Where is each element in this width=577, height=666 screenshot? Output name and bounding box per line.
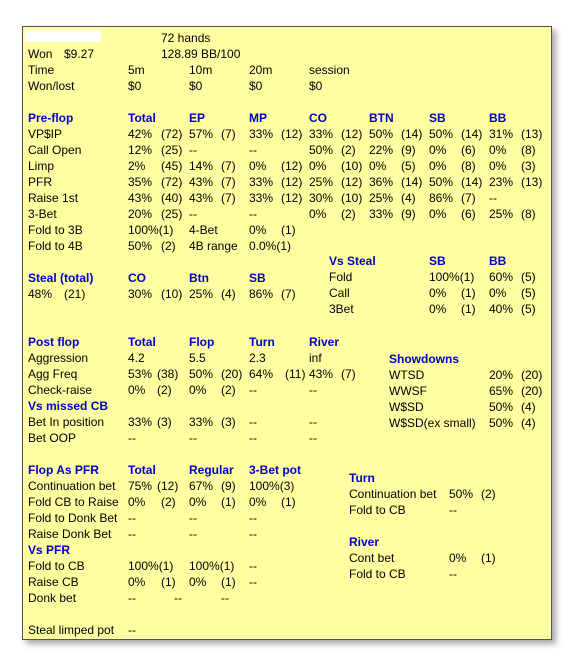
- turn-title: Turn: [349, 471, 375, 485]
- time-label: Time: [28, 63, 55, 77]
- turn-fold-cb-label: Fold to CB: [349, 503, 406, 517]
- vs-pfr-donk-label: Donk bet: [28, 591, 77, 605]
- vs-steal-3bet-sb: 0%: [429, 302, 447, 316]
- steal-limped-label: Steal limped pot: [28, 623, 115, 637]
- preflop-col-co: CO: [309, 111, 327, 125]
- preflop-row-label: Call Open: [28, 143, 82, 157]
- preflop-cell-count: (9): [401, 143, 416, 157]
- preflop-cell-value: --: [189, 207, 197, 221]
- vs-steal-fold-label: Fold: [329, 270, 353, 284]
- preflop-cell-value: 31%: [489, 127, 514, 141]
- contbet-total: 75%: [128, 479, 153, 493]
- preflop-title: Pre-flop: [28, 111, 74, 125]
- vs-pfr-title: Vs PFR: [28, 543, 71, 557]
- preflop-col-bb: BB: [489, 111, 507, 125]
- preflop-cell-value: 25%: [369, 191, 394, 205]
- postflop-cell-value: 33%: [128, 415, 153, 429]
- fold-cb-raise-total-n: (2): [161, 495, 176, 509]
- steal-limped-value: --: [128, 623, 136, 637]
- postflop-col-river: River: [309, 335, 340, 349]
- steal-sb: 86%: [249, 287, 274, 301]
- vs-pfr-raise-cb-regular-n: (1): [221, 575, 236, 589]
- vs-pfr-fold-cb-3bet: --: [249, 559, 257, 573]
- vs-steal-3bet-label: 3Bet: [329, 302, 354, 316]
- aggression-turn: 2.3: [249, 351, 266, 365]
- preflop-cell-value: --: [189, 143, 197, 157]
- raise-donk-3bet: --: [249, 527, 257, 541]
- aggression-total: 4.2: [128, 351, 145, 365]
- preflop-cell-count: (7): [221, 127, 236, 141]
- time-10m: 10m: [189, 63, 213, 77]
- preflop-cell-count: (45): [161, 159, 183, 173]
- preflop-col-ep: EP: [189, 111, 206, 125]
- fold-cb-raise-label: Fold CB to Raise: [28, 495, 119, 509]
- preflop-cell-value: 33%: [249, 191, 274, 205]
- preflop-cell-count: (2): [341, 207, 356, 221]
- postflop-cell-value: 64%: [249, 367, 274, 381]
- steal-sb-n: (7): [281, 287, 296, 301]
- wwsf-label: WWSF: [389, 384, 427, 398]
- preflop-cell-count: (12): [281, 159, 303, 173]
- contbet-3bet: 100%(3): [249, 479, 295, 493]
- preflop-cell-count: (7): [221, 175, 236, 189]
- river-contbet-value: 0%: [449, 551, 467, 565]
- preflop-cell-value: 86%: [429, 191, 454, 205]
- preflop-cell-value: 2%: [128, 159, 146, 173]
- fourbet-label: 4-Bet: [189, 223, 218, 237]
- preflop-cell-count: (72): [161, 127, 183, 141]
- time-20m: 20m: [249, 63, 273, 77]
- preflop-cell-count: (6): [461, 143, 476, 157]
- preflop-cell-value: 36%: [369, 175, 394, 189]
- turn-contbet-value: 50%: [449, 487, 474, 501]
- steal-co-n: (10): [161, 287, 183, 301]
- preflop-col-total: Total: [128, 111, 156, 125]
- river-fold-cb-label: Fold to CB: [349, 567, 406, 581]
- wsd-ex-small-count: (4): [521, 416, 536, 430]
- fold-cb-raise-regular-n: (1): [221, 495, 236, 509]
- wsd-count: (4): [521, 400, 536, 414]
- steal-btn: 25%: [189, 287, 214, 301]
- preflop-row-label: Raise 1st: [28, 191, 79, 205]
- steal-col-sb: SB: [249, 271, 266, 285]
- raise-donk-regular: --: [189, 527, 197, 541]
- preflop-cell-count: (12): [281, 127, 303, 141]
- preflop-cell-value: 50%: [429, 175, 454, 189]
- preflop-cell-value: 50%: [429, 127, 454, 141]
- turn-contbet-label: Continuation bet: [349, 487, 437, 501]
- vs-steal-col-sb: SB: [429, 254, 446, 268]
- flop-pfr-col-total: Total: [128, 463, 156, 477]
- steal-title: Steal (total): [28, 271, 94, 285]
- preflop-cell-value: 43%: [189, 175, 214, 189]
- postflop-cell-value: 43%: [309, 367, 334, 381]
- preflop-cell-value: 0%: [369, 159, 387, 173]
- won-value: $9.27: [64, 47, 95, 61]
- vs-pfr-fold-cb-regular: 100%(1): [189, 559, 235, 573]
- stats-panel: [22, 26, 552, 640]
- river-fold-cb-value: --: [449, 567, 457, 581]
- preflop-cell-count: (5): [401, 159, 416, 173]
- turn-contbet-count: (2): [481, 487, 496, 501]
- fold-4b-label: Fold to 4B: [28, 239, 83, 253]
- fourbet-range-label: 4B range: [189, 239, 238, 253]
- postflop-cell-value: --: [249, 383, 257, 397]
- wsd-value: 50%: [489, 400, 514, 414]
- postflop-col-total: Total: [128, 335, 156, 349]
- turn-fold-cb-value: --: [449, 503, 457, 517]
- preflop-cell-value: 20%: [128, 207, 153, 221]
- fold-donk-total: --: [128, 511, 136, 525]
- preflop-cell-count: (9): [401, 207, 416, 221]
- preflop-cell-count: (12): [341, 127, 363, 141]
- preflop-col-sb: SB: [429, 111, 446, 125]
- preflop-cell-value: --: [249, 143, 257, 157]
- preflop-cell-count: (13): [521, 175, 543, 189]
- wonlost-label: Won/lost: [28, 79, 75, 93]
- preflop-cell-value: 0%: [309, 159, 327, 173]
- steal-btn-n: (4): [221, 287, 236, 301]
- preflop-col-mp: MP: [249, 111, 267, 125]
- aggression-label: Aggression: [28, 351, 89, 365]
- time-session: session: [309, 63, 350, 77]
- postflop-cell-value: 33%: [189, 415, 214, 429]
- wtsd-label: WTSD: [389, 368, 425, 382]
- wonlost-5m: $0: [128, 79, 142, 93]
- postflop-cell-count: (3): [221, 415, 236, 429]
- preflop-cell-count: (12): [341, 175, 363, 189]
- preflop-cell-value: 23%: [489, 175, 514, 189]
- vs-pfr-fold-cb-label: Fold to CB: [28, 559, 85, 573]
- preflop-row-label: VP$IP: [28, 127, 63, 141]
- preflop-cell-value: 35%: [128, 175, 153, 189]
- preflop-cell-count: (14): [461, 127, 483, 141]
- wsd-ex-small-value: 50%: [489, 416, 514, 430]
- preflop-cell-count: (3): [521, 159, 536, 173]
- preflop-cell-value: --: [249, 207, 257, 221]
- preflop-cell-value: 43%: [189, 191, 214, 205]
- vs-steal-title: Vs Steal: [329, 254, 376, 268]
- vs-pfr-raise-cb-regular: 0%: [189, 575, 207, 589]
- postflop-cell-count: (11): [285, 367, 306, 381]
- preflop-cell-value: 33%: [309, 127, 334, 141]
- steal-total: 48%: [28, 287, 53, 301]
- river-contbet-label: Cont bet: [349, 551, 395, 565]
- wwsf-count: (20): [521, 384, 543, 398]
- fold-4b-total: 50%: [128, 239, 153, 253]
- postflop-cell-count: (20): [221, 367, 243, 381]
- preflop-cell-value: 12%: [128, 143, 153, 157]
- flop-pfr-col-3bet: 3-Bet pot: [249, 463, 301, 477]
- preflop-cell-value: 25%: [489, 207, 514, 221]
- steal-col-co: CO: [128, 271, 146, 285]
- won-label: Won: [28, 47, 53, 61]
- postflop-cell-value: --: [309, 431, 317, 445]
- fold-cb-raise-3bet-n: (1): [281, 495, 296, 509]
- vs-steal-3bet-bb-n: (5): [521, 302, 536, 316]
- preflop-cell-value: 33%: [249, 127, 274, 141]
- vs-pfr-raise-cb-total: 0%: [128, 575, 146, 589]
- postflop-cell-value: --: [189, 431, 197, 445]
- preflop-cell-value: 0%: [309, 207, 327, 221]
- player-name-redacted: [25, 30, 101, 42]
- preflop-cell-value: 33%: [369, 207, 394, 221]
- fold-3b-total: 100%(1): [128, 223, 174, 237]
- fold-donk-3bet: --: [249, 511, 257, 525]
- vs-steal-call-sb: 0%: [429, 286, 447, 300]
- postflop-title: Post flop: [28, 335, 80, 349]
- postflop-cell-count: (3): [157, 415, 172, 429]
- preflop-cell-value: 0%: [429, 207, 447, 221]
- wtsd-count: (20): [521, 368, 543, 382]
- preflop-cell-count: (7): [221, 159, 236, 173]
- postflop-cell-count: (2): [221, 383, 236, 397]
- preflop-cell-value: --: [489, 191, 497, 205]
- raise-donk-total: --: [128, 527, 136, 541]
- river-title: River: [349, 535, 380, 549]
- preflop-cell-count: (14): [401, 175, 423, 189]
- preflop-cell-value: 0%: [249, 159, 267, 173]
- contbet-label: Continuation bet: [28, 479, 116, 493]
- preflop-cell-count: (2): [341, 143, 356, 157]
- postflop-cell-value: 0%: [128, 383, 146, 397]
- preflop-cell-count: (72): [161, 175, 183, 189]
- preflop-cell-count: (6): [461, 207, 476, 221]
- preflop-cell-value: 43%: [128, 191, 153, 205]
- preflop-cell-value: 14%: [189, 159, 214, 173]
- preflop-cell-value: 25%: [309, 175, 334, 189]
- postflop-cell-value: --: [249, 415, 257, 429]
- preflop-cell-count: (7): [221, 191, 236, 205]
- steal-total-n: (21): [64, 287, 86, 301]
- fold-4b-count: (2): [161, 239, 176, 253]
- preflop-cell-count: (8): [521, 207, 536, 221]
- preflop-cell-value: 0%: [429, 143, 447, 157]
- contbet-total-n: (12): [157, 479, 179, 493]
- preflop-row-label: 3-Bet: [28, 207, 57, 221]
- vs-pfr-donk-total: --: [128, 591, 136, 605]
- preflop-cell-count: (8): [461, 159, 476, 173]
- vs-steal-fold-bb-n: (5): [521, 270, 536, 284]
- postflop-cell-value: 50%: [189, 367, 214, 381]
- vs-steal-call-bb: 0%: [489, 286, 507, 300]
- postflop-col-flop: Flop: [189, 335, 215, 349]
- preflop-row-label: PFR: [28, 175, 52, 189]
- contbet-regular: 67%: [189, 479, 214, 493]
- vs-steal-col-bb: BB: [489, 254, 507, 268]
- fourbet-count: (1): [281, 223, 296, 237]
- postflop-row-label: Bet OOP: [28, 431, 77, 445]
- preflop-cell-count: (4): [401, 191, 416, 205]
- fold-donk-regular: --: [189, 511, 197, 525]
- postflop-cell-value: --: [249, 431, 257, 445]
- preflop-cell-value: 50%: [309, 143, 334, 157]
- vs-steal-3bet-bb: 40%: [489, 302, 514, 316]
- vs-steal-call-sb-n: (1): [461, 286, 476, 300]
- preflop-cell-value: 57%: [189, 127, 214, 141]
- aggression-river: inf: [309, 351, 322, 365]
- fourbet-value: 0%: [249, 223, 267, 237]
- preflop-cell-count: (10): [341, 159, 363, 173]
- preflop-col-btn: BTN: [369, 111, 394, 125]
- vs-steal-fold-sb: 100%(1): [429, 270, 475, 284]
- preflop-cell-value: 30%: [309, 191, 334, 205]
- preflop-cell-value: 0%: [429, 159, 447, 173]
- steal-co: 30%: [128, 287, 153, 301]
- showdowns-title: Showdowns: [389, 352, 459, 366]
- vs-steal-call-label: Call: [329, 286, 350, 300]
- wonlost-20m: $0: [249, 79, 263, 93]
- vs-steal-call-bb-n: (5): [521, 286, 536, 300]
- vs-steal-fold-bb: 60%: [489, 270, 514, 284]
- fold-cb-raise-3bet: 0%: [249, 495, 267, 509]
- fold-cb-raise-total: 0%: [128, 495, 146, 509]
- wonlost-session: $0: [309, 79, 323, 93]
- postflop-row-label: Bet In position: [28, 415, 105, 429]
- postflop-cell-count: (2): [157, 383, 172, 397]
- aggression-flop: 5.5: [189, 351, 206, 365]
- fourbet-range-value: 0.0%(1): [249, 239, 292, 253]
- preflop-cell-value: 22%: [369, 143, 394, 157]
- preflop-cell-count: (8): [521, 143, 536, 157]
- vs-steal-3bet-sb-n: (1): [461, 302, 476, 316]
- preflop-cell-count: (12): [281, 191, 303, 205]
- postflop-cell-count: (7): [341, 367, 356, 381]
- postflop-cell-value: 0%: [189, 383, 207, 397]
- vs-pfr-donk-regular: --: [221, 591, 229, 605]
- wwsf-value: 65%: [489, 384, 514, 398]
- contbet-regular-n: (9): [221, 479, 236, 493]
- wsd-ex-small-label: W$SD(ex small): [389, 416, 476, 430]
- flop-pfr-col-regular: Regular: [189, 463, 234, 477]
- steal-col-btn: Btn: [189, 271, 209, 285]
- wsd-label: W$SD: [389, 400, 424, 414]
- preflop-cell-count: (25): [161, 143, 183, 157]
- wtsd-value: 20%: [489, 368, 514, 382]
- preflop-cell-value: 0%: [489, 159, 507, 173]
- preflop-cell-count: (10): [341, 191, 363, 205]
- vs-pfr-raise-cb-total-n: (1): [161, 575, 176, 589]
- river-contbet-count: (1): [481, 551, 496, 565]
- postflop-cell-value: --: [309, 415, 317, 429]
- preflop-cell-count: (12): [281, 175, 303, 189]
- hands-count: 72 hands: [161, 31, 211, 45]
- vs-pfr-raise-cb-3bet: --: [249, 575, 257, 589]
- postflop-row-label: Agg Freq: [28, 367, 78, 381]
- vs-missed-cb-title: Vs missed CB: [28, 399, 109, 413]
- preflop-cell-count: (13): [521, 127, 543, 141]
- postflop-col-turn: Turn: [249, 335, 275, 349]
- preflop-cell-count: (7): [461, 191, 476, 205]
- postflop-cell-count: (38): [157, 367, 179, 381]
- preflop-cell-value: 42%: [128, 127, 153, 141]
- raise-donk-label: Raise Donk Bet: [28, 527, 112, 541]
- vs-pfr-donk-total2: --: [174, 591, 182, 605]
- preflop-cell-count: (25): [161, 207, 183, 221]
- postflop-cell-value: 53%: [128, 367, 153, 381]
- bb-per-100: 128.89 BB/100: [161, 47, 241, 61]
- vs-pfr-fold-cb-total: 100%(1): [128, 559, 174, 573]
- postflop-cell-value: --: [309, 383, 317, 397]
- fold-donk-label: Fold to Donk Bet: [28, 511, 118, 525]
- wonlost-10m: $0: [189, 79, 203, 93]
- preflop-cell-value: 33%: [249, 175, 274, 189]
- vs-pfr-raise-cb-label: Raise CB: [28, 575, 79, 589]
- preflop-cell-value: 50%: [369, 127, 394, 141]
- preflop-row-label: Limp: [28, 159, 55, 173]
- time-5m: 5m: [128, 63, 145, 77]
- preflop-cell-value: 0%: [489, 143, 507, 157]
- postflop-row-label: Check-raise: [28, 383, 93, 397]
- preflop-cell-count: (40): [161, 191, 183, 205]
- fold-cb-raise-regular: 0%: [189, 495, 207, 509]
- preflop-cell-count: (14): [461, 175, 483, 189]
- postflop-cell-value: --: [128, 431, 136, 445]
- preflop-cell-count: (14): [401, 127, 423, 141]
- fold-3b-label: Fold to 3B: [28, 223, 83, 237]
- flop-pfr-title: Flop As PFR: [28, 463, 99, 477]
